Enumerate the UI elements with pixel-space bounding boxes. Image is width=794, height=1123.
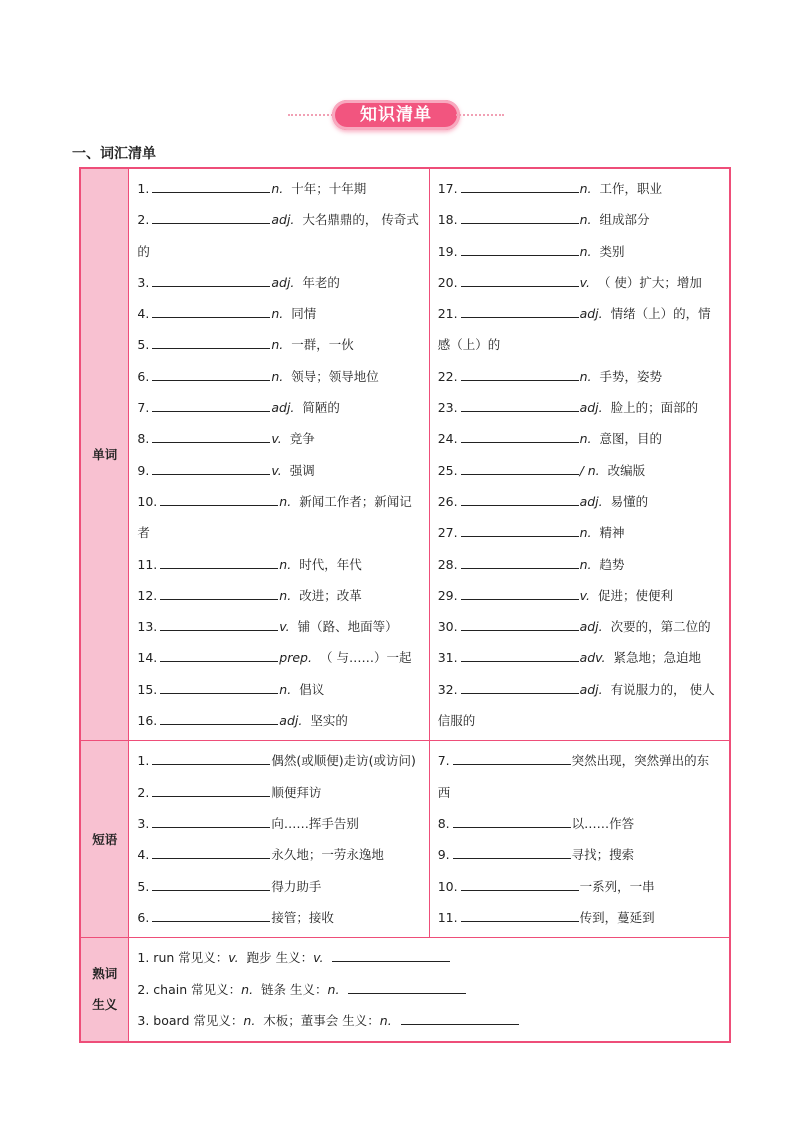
banner-dots-right — [456, 114, 504, 118]
word-item — [137, 361, 420, 392]
answer-blank[interactable] — [453, 858, 571, 859]
item-number: 28. — [437, 556, 458, 572]
part-of-speech: n. — [271, 337, 284, 353]
answer-blank[interactable] — [461, 255, 579, 256]
phrase-item — [438, 871, 721, 902]
definition: 向……挥手告别 — [271, 815, 359, 831]
item-number: 24. — [437, 431, 458, 447]
definition: 紧急地；急迫地 — [613, 650, 702, 666]
answer-blank[interactable] — [348, 993, 466, 994]
part-of-speech: n. — [379, 1013, 392, 1029]
part-of-speech: prep. — [279, 650, 312, 666]
word-item — [137, 705, 420, 736]
item-number: 18. — [437, 212, 458, 228]
answer-blank[interactable] — [160, 693, 278, 694]
definition: 一系列，一串 — [579, 878, 655, 894]
answer-blank[interactable] — [152, 348, 270, 349]
item-number: 9. — [137, 462, 150, 478]
answer-blank[interactable] — [461, 192, 579, 193]
banner-dots-left — [288, 114, 336, 118]
word-item — [137, 173, 420, 204]
definition: 竞争 — [289, 431, 315, 447]
part-of-speech: n. — [579, 431, 592, 447]
word-item — [137, 423, 420, 454]
item-number: 29. — [437, 587, 458, 603]
section-banner — [288, 100, 504, 130]
definition: 简陋的 — [302, 400, 340, 416]
answer-blank[interactable] — [461, 474, 579, 475]
item-number: 15. — [137, 681, 158, 697]
item-number: 26. — [437, 493, 458, 509]
answer-blank[interactable] — [152, 796, 270, 797]
answer-blank[interactable] — [152, 764, 270, 765]
item-number: 12. — [137, 587, 158, 603]
word-item — [137, 642, 420, 673]
definition: 时代，年代 — [299, 556, 362, 572]
item-number: 1. — [137, 181, 150, 196]
item-number: 9. — [437, 847, 450, 863]
answer-blank[interactable] — [461, 921, 579, 922]
words-left-column — [129, 168, 429, 741]
item-number: 22. — [437, 368, 458, 384]
item-number: 8. — [437, 815, 450, 831]
word-item — [438, 642, 721, 673]
phrase-item — [137, 871, 420, 902]
answer-blank[interactable] — [401, 1024, 519, 1025]
definition: 手势，姿势 — [599, 368, 662, 384]
item-number: 31. — [437, 650, 458, 666]
item-number: 21. — [437, 306, 458, 322]
item-number: 3. — [137, 815, 150, 831]
answer-blank[interactable] — [152, 380, 270, 381]
phrase-item — [137, 902, 420, 933]
word-item — [137, 267, 420, 298]
part-of-speech: adj. — [271, 212, 295, 228]
word-item — [438, 423, 721, 454]
meaning-word: 1. run 常见义： — [137, 950, 229, 966]
meaning-item — [137, 942, 721, 974]
item-number: 13. — [137, 619, 158, 635]
definition: 意图，目的 — [599, 431, 662, 447]
definition: 同情 — [291, 306, 317, 322]
part-of-speech: v. — [579, 587, 590, 603]
answer-blank[interactable] — [152, 921, 270, 922]
part-of-speech: v. — [228, 950, 239, 966]
item-number: 6. — [137, 368, 150, 384]
word-item — [438, 392, 721, 423]
item-number: 7. — [137, 400, 150, 416]
word-item — [438, 486, 721, 517]
answer-blank[interactable] — [461, 380, 579, 381]
definition: 新闻工作者；新闻记者 — [137, 493, 412, 541]
part-of-speech: n. — [579, 525, 592, 541]
answer-blank[interactable] — [160, 724, 278, 725]
word-item — [137, 674, 420, 705]
banner-title: 知识清单 — [332, 100, 460, 130]
definition: 有说服力的， 使人信服的 — [437, 681, 715, 729]
definition: 促进；使便利 — [597, 587, 673, 603]
part-of-speech: n. — [271, 368, 284, 384]
part-of-speech: / n. — [579, 462, 600, 478]
answer-blank[interactable] — [461, 505, 579, 506]
part-of-speech: adj. — [271, 400, 295, 416]
part-of-speech: v. — [579, 274, 590, 290]
part-of-speech: adj. — [579, 619, 603, 635]
item-number: 5. — [137, 878, 150, 894]
part-of-speech: n. — [279, 681, 292, 697]
part-of-speech: n. — [271, 181, 284, 196]
answer-blank[interactable] — [461, 223, 579, 224]
part-of-speech: n. — [327, 981, 340, 997]
answer-blank[interactable] — [461, 317, 579, 318]
phrase-item — [438, 745, 721, 808]
definition: 领导；领导地位 — [291, 368, 379, 384]
item-number: 19. — [437, 243, 458, 259]
word-item — [438, 173, 721, 204]
definition: 倡议 — [299, 681, 325, 697]
definition: 寻找；搜索 — [571, 847, 635, 863]
answer-blank[interactable] — [461, 286, 579, 287]
word-item — [438, 361, 721, 392]
definition: 传到，蔓延到 — [579, 909, 655, 925]
word-item — [438, 298, 721, 361]
item-number: 2. — [137, 784, 150, 800]
definition: 顺便拜访 — [271, 784, 322, 800]
word-item — [137, 392, 420, 423]
answer-blank[interactable] — [332, 961, 450, 962]
phrases-row — [80, 741, 730, 938]
part-of-speech: adj. — [579, 306, 603, 322]
item-number: 2. — [137, 212, 150, 228]
answer-blank[interactable] — [152, 192, 270, 193]
part-of-speech: n. — [579, 243, 592, 259]
definition: 情绪（上）的，情感（上）的 — [437, 306, 711, 353]
item-number: 1. — [137, 753, 150, 769]
part-of-speech: adv. — [579, 650, 606, 666]
item-number: 6. — [137, 909, 150, 925]
definition: 改编版 — [607, 462, 646, 478]
phrase-item — [438, 839, 721, 870]
words-row — [80, 168, 730, 741]
word-item — [137, 204, 420, 267]
word-item — [438, 611, 721, 642]
answer-blank[interactable] — [152, 858, 270, 859]
answer-blank[interactable] — [160, 661, 278, 662]
part-of-speech: n. — [279, 556, 292, 572]
definition: 工作，职业 — [599, 181, 662, 196]
word-item — [438, 455, 721, 486]
answer-blank[interactable] — [461, 536, 579, 537]
category-phrases: 短语 — [80, 741, 129, 938]
phrase-item — [438, 902, 721, 933]
part-of-speech: adj. — [271, 274, 295, 290]
definition: 精神 — [599, 525, 625, 541]
word-item — [438, 204, 721, 235]
definition: 易懂的 — [610, 493, 649, 509]
part-of-speech: adj. — [279, 713, 303, 729]
part-of-speech: n. — [243, 1013, 256, 1029]
definition: 十年；十年期 — [291, 181, 367, 196]
definition: 接管；接收 — [271, 909, 334, 925]
answer-blank[interactable] — [461, 890, 579, 891]
meaning-item — [137, 974, 721, 1006]
answer-blank[interactable] — [461, 411, 579, 412]
part-of-speech: n. — [279, 493, 292, 509]
answer-blank[interactable] — [152, 411, 270, 412]
answer-blank[interactable] — [152, 890, 270, 891]
answer-blank[interactable] — [461, 693, 579, 694]
item-number: 14. — [137, 650, 158, 666]
item-number: 30. — [437, 619, 458, 635]
phrase-item — [438, 808, 721, 839]
word-item — [438, 517, 721, 548]
answer-blank[interactable] — [461, 442, 579, 443]
definition: 改进；改革 — [299, 587, 362, 603]
definition: 组成部分 — [599, 212, 650, 228]
answer-blank[interactable] — [461, 568, 579, 569]
word-item — [438, 674, 721, 737]
item-number: 11. — [437, 909, 458, 925]
answer-blank[interactable] — [461, 630, 579, 631]
answer-blank[interactable] — [160, 599, 278, 600]
word-item — [438, 549, 721, 580]
answer-blank[interactable] — [461, 599, 579, 600]
answer-blank[interactable] — [453, 827, 571, 828]
item-number: 10. — [437, 878, 458, 894]
item-number: 4. — [137, 306, 150, 322]
phrase-item — [137, 808, 420, 839]
section-title: 一、词汇清单 — [72, 146, 156, 162]
word-item — [137, 580, 420, 611]
part-of-speech: n. — [241, 981, 254, 997]
definition: （ 与……）一起 — [319, 650, 412, 666]
definition: 脸上的；面部的 — [610, 400, 699, 416]
meaning-item — [137, 1005, 721, 1037]
definition: 类别 — [599, 243, 625, 259]
item-number: 17. — [437, 181, 458, 196]
common-meaning: 木板；董事会 生义： — [263, 1013, 380, 1029]
meanings-column — [129, 938, 730, 1042]
part-of-speech: n. — [579, 181, 592, 196]
item-number: 8. — [137, 431, 150, 447]
answer-blank[interactable] — [461, 661, 579, 662]
item-number: 16. — [137, 713, 158, 729]
phrase-item — [137, 777, 420, 808]
answer-blank[interactable] — [152, 474, 270, 475]
common-meaning: 链条 生义： — [261, 981, 328, 997]
word-item — [137, 486, 420, 549]
definition: 突然出现，突然弹出的东西 — [437, 753, 710, 800]
definition: 以……作答 — [571, 815, 635, 831]
phrases-left-column — [129, 741, 429, 938]
definition: 次要的，第二位的 — [610, 619, 711, 635]
item-number: 11. — [137, 556, 158, 572]
definition: 趋势 — [599, 556, 625, 572]
item-number: 23. — [437, 400, 458, 416]
meaning-word: 3. board 常见义： — [137, 1013, 244, 1029]
part-of-speech: n. — [279, 587, 292, 603]
part-of-speech: v. — [271, 462, 282, 478]
definition: 强调 — [289, 462, 315, 478]
word-item — [137, 455, 420, 486]
meaning-word: 2. chain 常见义： — [137, 981, 242, 997]
part-of-speech: n. — [579, 368, 592, 384]
common-meaning: 跑步 生义： — [246, 950, 314, 966]
part-of-speech: v. — [271, 431, 282, 447]
word-item — [438, 580, 721, 611]
part-of-speech: n. — [579, 556, 592, 572]
definition: 一群，一伙 — [291, 337, 354, 353]
word-item — [438, 236, 721, 267]
item-number: 5. — [137, 337, 150, 353]
definition: 大名鼎鼎的， 传奇式的 — [137, 212, 419, 259]
answer-blank[interactable] — [160, 505, 278, 506]
answer-blank[interactable] — [152, 286, 270, 287]
word-item — [137, 329, 420, 360]
category-meanings-line1: 熟词 — [92, 966, 118, 982]
item-number: 10. — [137, 493, 158, 509]
phrase-item — [137, 745, 420, 776]
word-item — [137, 298, 420, 329]
part-of-speech: n. — [271, 306, 284, 322]
part-of-speech: adj. — [579, 493, 603, 509]
category-words: 单词 — [80, 168, 129, 741]
part-of-speech: v. — [279, 619, 290, 635]
phrase-item — [137, 839, 420, 870]
definition: 永久地；一劳永逸地 — [271, 847, 384, 863]
answer-blank[interactable] — [152, 317, 270, 318]
item-number: 27. — [437, 525, 458, 541]
item-number: 20. — [437, 274, 458, 290]
definition: （ 使）扩大；增加 — [597, 274, 702, 290]
word-item — [438, 267, 721, 298]
part-of-speech: n. — [579, 212, 592, 228]
definition: 坚实的 — [310, 713, 348, 729]
definition: 年老的 — [302, 274, 340, 290]
answer-blank[interactable] — [453, 764, 571, 765]
category-meanings — [80, 938, 129, 1042]
definition: 得力助手 — [271, 878, 322, 894]
word-item — [137, 611, 420, 642]
answer-blank[interactable] — [160, 568, 278, 569]
answer-blank[interactable] — [160, 630, 278, 631]
part-of-speech: adj. — [579, 400, 603, 416]
part-of-speech: v. — [313, 950, 324, 966]
word-item — [137, 549, 420, 580]
category-meanings-line2: 生义 — [92, 997, 118, 1013]
item-number: 3. — [137, 274, 150, 290]
part-of-speech: adj. — [579, 681, 603, 697]
phrases-right-column — [429, 741, 730, 938]
item-number: 32. — [437, 681, 458, 697]
item-number: 25. — [437, 462, 458, 478]
item-number: 7. — [437, 753, 450, 769]
vocab-table — [79, 167, 731, 1043]
answer-blank[interactable] — [152, 442, 270, 443]
definition: 偶然(或顺便)走访(或访问) — [271, 753, 416, 769]
answer-blank[interactable] — [152, 827, 270, 828]
answer-blank[interactable] — [152, 223, 270, 224]
definition: 铺（路、地面等） — [297, 619, 398, 635]
words-right-column — [429, 168, 730, 741]
item-number: 4. — [137, 847, 150, 863]
meanings-row — [80, 938, 730, 1042]
